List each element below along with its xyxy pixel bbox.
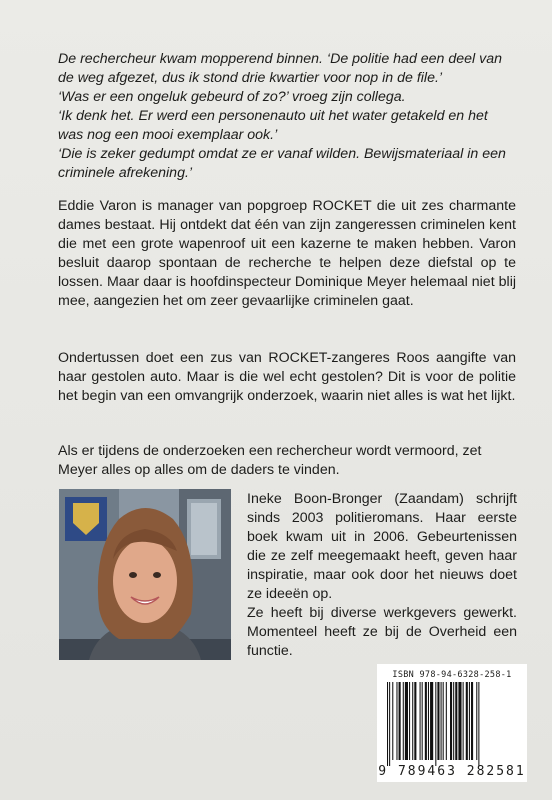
barcode-bar <box>478 682 479 766</box>
quote-line: De rechercheur kwam mopperend binnen. ‘De politie had een deel van de weg afgezet, dus ik stond drie kwartier voor nop in de file.’ <box>58 51 503 86</box>
barcode-bar <box>463 682 464 760</box>
barcode-bar <box>422 682 423 760</box>
barcode-bar <box>399 682 401 760</box>
barcode-bar <box>453 682 454 760</box>
author-bio-paragraph: Ineke Boon-Bronger (Zaandam) schrijft sinds 2003 politieromans. Haar eerste boek kwam uit in 2006. Gebeurtenissen die ze zelf meegemaakt heeft, geven haar inspiratie, maar ook door het nieuws doet ze ideeën op. <box>247 491 517 602</box>
quote-line: ‘Was er een ongeluk gebeurd of zo?’ vroeg zijn collega. <box>58 89 406 105</box>
opening-dialogue <box>58 50 516 183</box>
author-photo <box>59 489 231 660</box>
barcode-bars <box>385 682 519 766</box>
barcode-bar <box>409 682 410 760</box>
barcode-bar <box>441 682 442 760</box>
isbn-barcode <box>377 664 527 782</box>
ean-digits: 9 789463 282581 <box>378 764 526 779</box>
barcode-bar <box>428 682 429 760</box>
barcode-bar <box>469 682 470 760</box>
isbn-label: ISBN 978-94-6328-258-1 <box>392 670 512 680</box>
barcode-bar <box>430 682 433 760</box>
barcode-bar <box>412 682 413 760</box>
author-bio <box>247 490 517 661</box>
barcode-bar <box>437 682 439 760</box>
barcode-bar <box>389 682 390 766</box>
barcode-bar <box>420 682 421 760</box>
barcode-bar <box>396 682 397 760</box>
barcode-bar <box>446 682 447 760</box>
blurb-paragraph-3: Als er tijdens de onderzoeken een rechercheur wordt vermoord, zet Meyer alles op alles om de daders te vinden. <box>58 443 482 478</box>
barcode-bar <box>471 682 473 760</box>
barcode-bar <box>405 682 408 760</box>
barcode-bar <box>466 682 468 760</box>
barcode-bar <box>443 682 444 760</box>
quote-line: ‘Die is zeker gedumpt omdat ze er vanaf wilden. Bewijsmateriaal in een criminele afrekening.’ <box>58 146 506 181</box>
barcode-bar <box>458 682 461 760</box>
barcode-bar <box>476 682 477 760</box>
barcode-bar <box>403 682 404 760</box>
barcode-bar <box>455 682 457 760</box>
barcode-bar <box>435 682 436 766</box>
barcode-bar <box>392 682 393 760</box>
quote-line: ‘Ik denk het. Er werd een personenauto uit het water getakeld en het was nog een mooi exemplaar ook.’ <box>58 108 488 143</box>
blurb-paragraph-1: Eddie Varon is manager van popgroep ROCKET die uit zes charmante dames bestaat. Hij ontdekt dat één van zijn zangeressen criminelen kent die met een grote wapenroof uit een kazerne te maken hebben. Varon besluit daarop spontaan de recherche te helpen deze diefstal op te lossen. Maar daar is hoofdinspecteur Dominique Meyer helemaal niet blij mee, aangezien het om zeer gevaarlijke criminelen gaat. <box>58 198 516 309</box>
author-bio-paragraph: Ze heeft bij diverse werkgevers gewerkt. Momenteel heeft ze bij de Overheid een functie. <box>247 605 517 659</box>
blurb-paragraph-2: Ondertussen doet een zus van ROCKET-zangeres Roos aangifte van haar gestolen auto. Maar is die wel echt gestolen? Dit is voor de politie het begin van een omvangrijk onderzoek, waarin niet alles is wat het lijkt. <box>58 350 516 404</box>
barcode-bar <box>414 682 416 760</box>
barcode-bar <box>450 682 452 760</box>
barcode-bar <box>425 682 427 760</box>
barcode-bar <box>387 682 388 766</box>
